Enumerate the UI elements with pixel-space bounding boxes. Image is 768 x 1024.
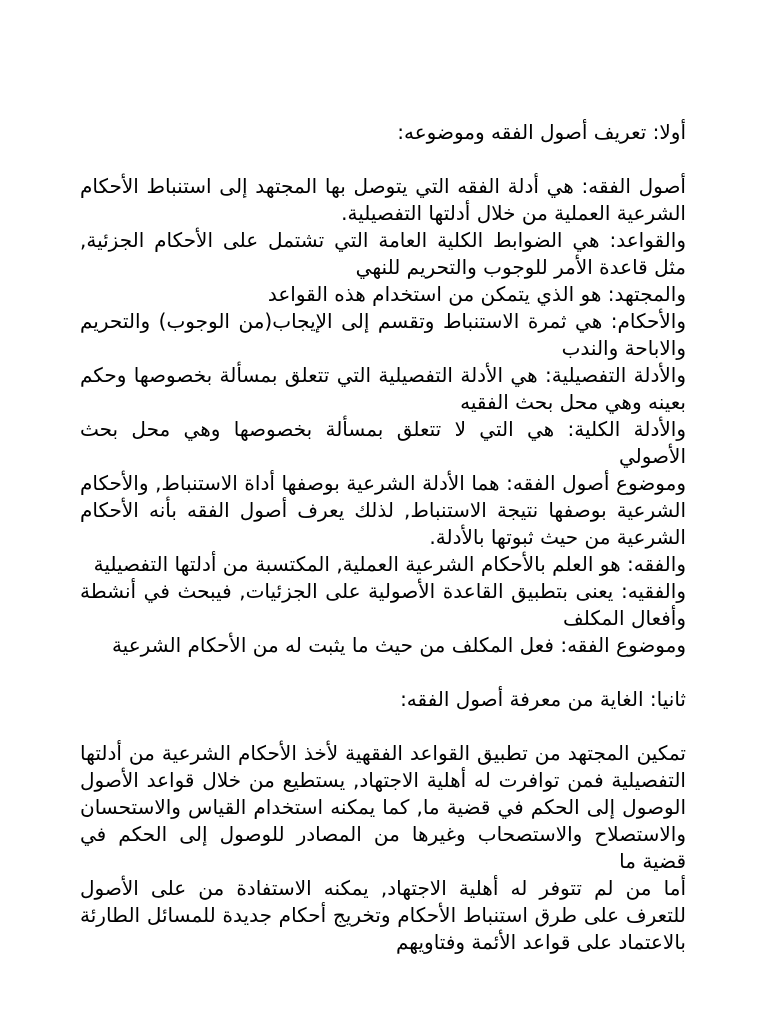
definition-fiqh: والفقه: هو العلم بالأحكام الشرعية العملية, المكتسبة من أدلتها التفصيلية <box>93 552 686 576</box>
purpose-paragraph-1: تمكين المجتهد من تطبيق القواعد الفقهية لأخذ الأحكام الشرعية من أدلتها التفصيلية فمن توافرت له أهلية الاجتهاد, يستطيع من خلال قواعد الأصول الوصول إلى الحكم في قضية ما, كما يمكنه استخدام القياس والاستحسان والاستصلاح والاستصحاب وغيرها من المصادر للوصول إلى الحكم في قضية ما <box>80 741 686 873</box>
spacer <box>80 659 686 686</box>
definition-ahkam: والأحكام: هي ثمرة الاستنباط وتقسم إلى الإيجاب(من الوجوب) والتحريم والاباحة والندب <box>80 309 686 360</box>
definition-mawdu-fiqh: وموضوع الفقه: فعل المكلف من حيث ما يثبت له من الأحكام الشرعية <box>111 633 686 657</box>
definition-mawdu-usul: وموضوع أصول الفقه: هما الأدلة الشرعية بوصفها أداة الاستنباط, والأحكام الشرعية بوصفها نتيجة الاستنباط, لذلك يعرف أصول الفقه بأنه الأحكام الشرعية من حيث ثبوتها بالأدلة. <box>80 471 686 549</box>
purpose-paragraph-2: أما من لم تتوفر له أهلية الاجتهاد, يمكنه الاستفادة من على الأصول للتعرف على طرق استنباط الأحكام وتخريج أحكام جديدة للمسائل الطارئة بالاعتماد على قواعد الأئمة وفتاويهم <box>80 876 686 954</box>
definition-adilla-tafsiliya: والأدلة التفصيلية: هي الأدلة التفصيلية التي تتعلق بمسألة بخصوصها وحكم بعينه وهي محل بحث الفقيه <box>80 363 686 414</box>
definition-qawaid: والقواعد: هي الضوابط الكلية العامة التي تشتمل على الأحكام الجزئية, مثل قاعدة الأمر للوجوب والتحريم للنهي <box>80 228 686 279</box>
section2-heading: ثانيا: الغاية من معرفة أصول الفقه: <box>400 687 686 711</box>
spacer <box>80 713 686 740</box>
spacer <box>80 146 686 173</box>
definition-faqih: والفقيه: يعنى بتطبيق القاعدة الأصولية على الجزئيات, فيبحث في أنشطة وأفعال المكلف <box>80 579 686 630</box>
section1-heading: أولا: تعريف أصول الفقه وموضوعه: <box>397 120 686 144</box>
definition-mujtahid: والمجتهد: هو الذي يتمكن من استخدام هذه القواعد <box>267 282 686 306</box>
definition-usul-fiqh: أصول الفقه: هي أدلة الفقه التي يتوصل بها المجتهد إلى استنباط الأحكام الشرعية العملية من خلال أدلتها التفصيلية. <box>80 174 686 225</box>
definition-adilla-kulliya: والأدلة الكلية: هي التي لا تتعلق بمسألة بخصوصها وهي محل بحث الأصولي <box>80 417 686 468</box>
